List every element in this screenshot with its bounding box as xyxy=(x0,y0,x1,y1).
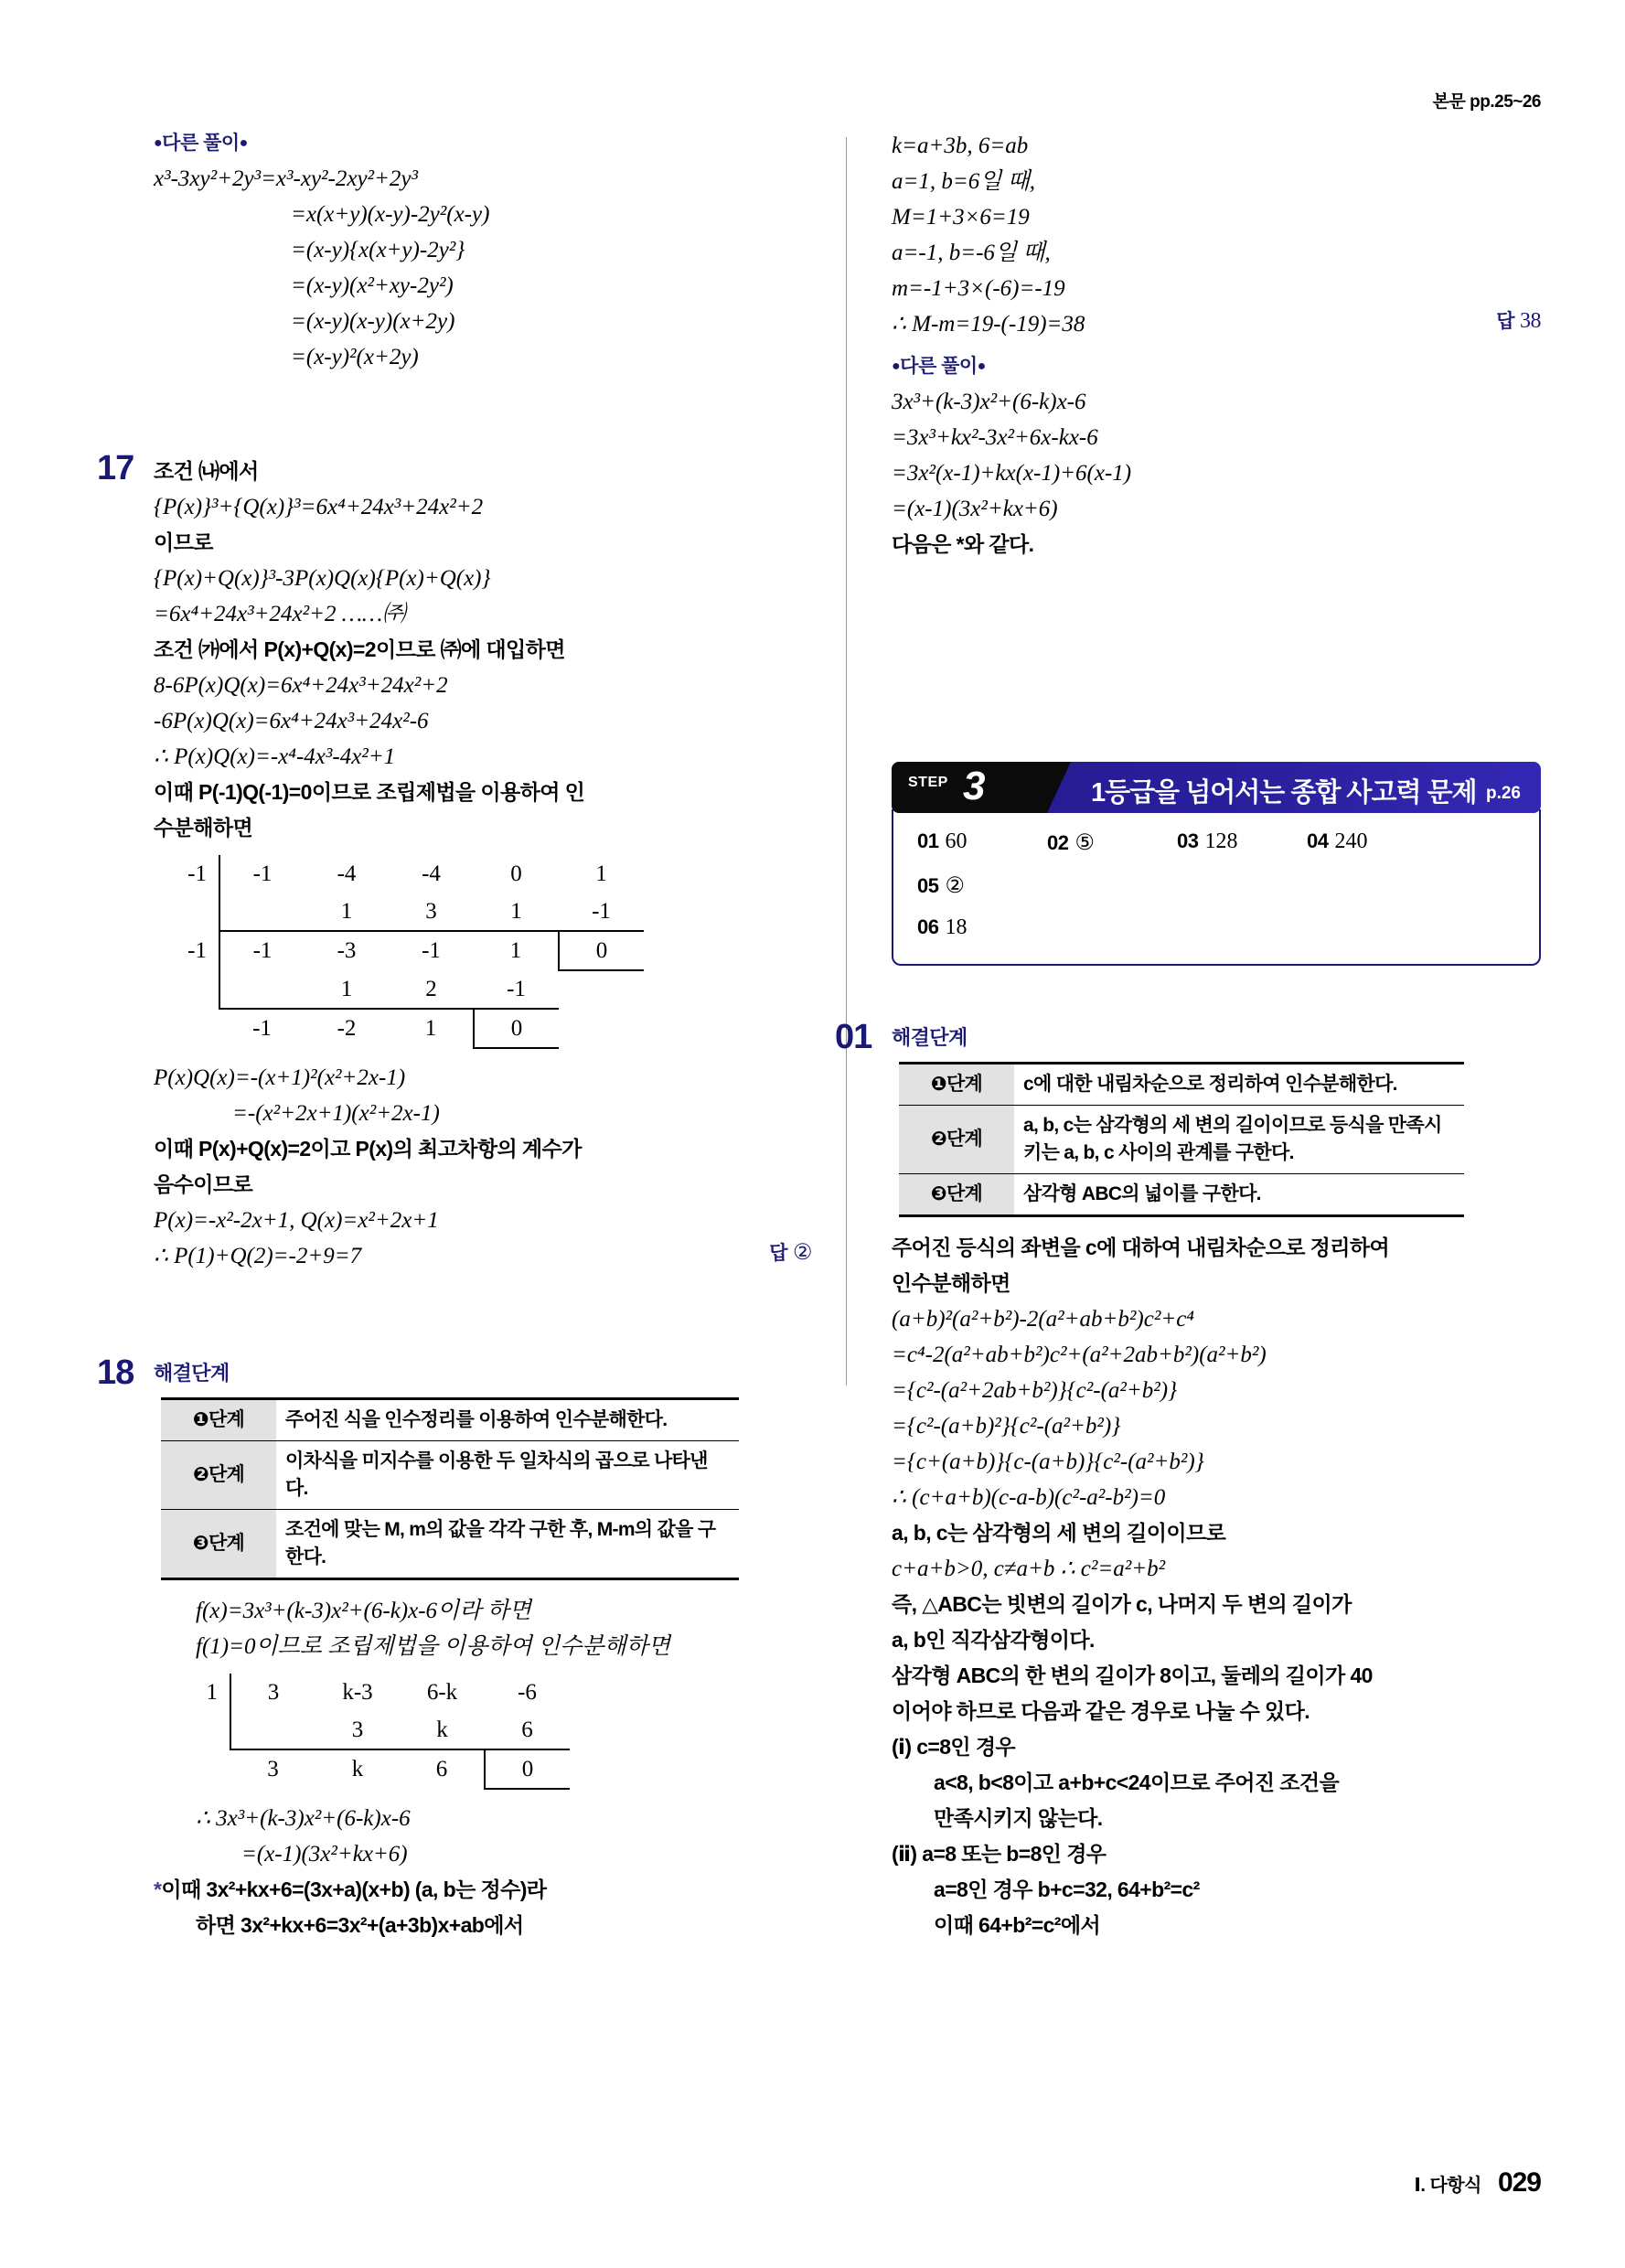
solution-line: 음수이므로 xyxy=(154,1172,253,1196)
column-divider xyxy=(846,137,847,1385)
math-line: =-(x²+2x+1)(x²+2x-1) xyxy=(232,1101,440,1126)
step-label: STEP xyxy=(908,775,948,790)
table-row xyxy=(161,1399,739,1441)
synth-cell: k xyxy=(315,1749,400,1789)
solution-line: a, b, c는 삼각형의 세 변의 길이이므로 xyxy=(892,1521,1226,1545)
synth-divisor: 1 xyxy=(206,1679,218,1705)
solution-line: 즉, △ABC는 빗변의 길이가 c, 나머지 두 변의 길이가 xyxy=(892,1592,1352,1616)
math-line: =(x-y)(x²+xy-2y²) xyxy=(291,273,454,298)
synth-cell: -1 xyxy=(507,976,526,1001)
bullet-icon: ● xyxy=(892,358,901,374)
problem-body xyxy=(154,454,812,1274)
solution-line: a=8인 경우 b+c=32, 64+b²=c² xyxy=(934,1878,1200,1901)
answer-entry: 01 60 xyxy=(917,829,968,853)
math-line: ∴ (c+a+b)(c-a-b)(c²-a²-b²)=0 xyxy=(892,1485,1166,1510)
synth-blank xyxy=(154,893,219,931)
synth-row xyxy=(154,970,644,1009)
answer-entry: 03 128 xyxy=(1177,829,1238,853)
synth-remainder: 0 xyxy=(559,931,644,970)
math-line: ∴ M-m=19-(-19)=38 xyxy=(892,312,1085,337)
synth-cell: 3 xyxy=(351,1717,364,1742)
synth-cell: 3 xyxy=(230,1749,315,1789)
step-key: ❷단계 xyxy=(161,1441,276,1510)
synth-cell: -6 xyxy=(518,1679,537,1705)
math-line: =(x-1)(3x²+kx+6) xyxy=(241,1842,408,1867)
math-line: ={c+(a+b)}{c-(a+b)}{c²-(a²+b²)} xyxy=(892,1450,1204,1474)
step-key: ❷단계 xyxy=(899,1106,1014,1174)
step-key: ❶단계 xyxy=(899,1064,1014,1106)
math-line: x³-3xy²+2y³=x³-xy²-2xy²+2y³ xyxy=(154,166,419,191)
problem-18-continued xyxy=(892,128,1541,342)
step-key: ❸단계 xyxy=(899,1174,1014,1216)
right-column xyxy=(835,128,1541,1943)
solution-line: *이때 3x²+kx+6=(3x+a)(x+b) (a, b는 정수)라 xyxy=(154,1878,547,1901)
synth-row xyxy=(165,1711,570,1749)
step-title: 1등급을 넘어서는 종합 사고력 문제 xyxy=(1091,778,1477,808)
solution-line: 다음은 *와 같다. xyxy=(892,532,1034,556)
solution-line: a, b인 직각삼각형이다. xyxy=(892,1628,1095,1652)
answer-summary-box xyxy=(892,809,1541,966)
alt-solution-block-right xyxy=(892,351,1541,562)
math-line: {P(x)}³+{Q(x)}³=6x⁴+24x³+24x²+2 xyxy=(154,495,484,519)
math-line: P(x)=-x²-2x+1, Q(x)=x²+2x+1 xyxy=(154,1208,439,1233)
step-value: a, b, c는 삼각형의 세 변의 길이이므로 등식을 만족시키는 a, b, c 사이의 관계를 구한다. xyxy=(1014,1106,1464,1174)
running-head: 본문 pp.25~26 xyxy=(1432,92,1541,112)
math-line: =(x-y)²(x+2y) xyxy=(291,345,419,369)
math-line: {P(x)+Q(x)}³-3P(x)Q(x){P(x)+Q(x)} xyxy=(154,566,491,591)
solution-line: (ⅱ) a=8 또는 b=8인 경우 xyxy=(892,1842,1106,1866)
step-value: 조건에 맞는 M, m의 값을 각각 구한 후, M-m의 값을 구한다. xyxy=(276,1510,739,1579)
synth-cell: -3 xyxy=(305,931,389,970)
problem-number: 17 xyxy=(97,449,134,487)
synth-cell xyxy=(230,1711,315,1749)
answer-entry: 05 ② xyxy=(917,874,965,898)
answer-entry: 04 240 xyxy=(1307,829,1368,853)
table-row xyxy=(899,1064,1464,1106)
synth-cell: 3 xyxy=(425,898,437,924)
math-line: ∴ P(x)Q(x)=-x⁴-4x³-4x²+1 xyxy=(154,744,396,769)
step-page-ref: p.26 xyxy=(1485,784,1521,803)
math-line: =(x-y)(x-y)(x+2y) xyxy=(291,309,455,334)
math-line: f(x)=3x³+(k-3)x²+(6-k)x-6이라 하면 xyxy=(196,1599,531,1623)
synth-cell: -2 xyxy=(305,1009,389,1048)
star-icon: * xyxy=(154,1878,162,1901)
problem-body xyxy=(892,1022,1541,1943)
math-line: =3x²(x-1)+kx(x-1)+6(x-1) xyxy=(892,461,1132,486)
problem-number: 18 xyxy=(97,1353,134,1392)
math-line: ={c²-(a+b)²}{c²-(a²+b²)} xyxy=(892,1414,1121,1439)
bullet-icon: ● xyxy=(977,358,986,374)
answer-entry: 02 ⑤ xyxy=(1047,831,1095,855)
solution-line: 조건 ㈏에서 xyxy=(154,459,259,483)
problem-number: 01 xyxy=(835,1018,872,1056)
solution-line: 인수분해하면 xyxy=(892,1271,1010,1295)
page-number: 029 xyxy=(1497,2167,1541,2198)
synth-remainder: 0 xyxy=(485,1749,570,1789)
math-line: a=-1, b=-6일 때, xyxy=(892,241,1051,265)
step3-section xyxy=(892,762,1541,966)
left-column xyxy=(97,128,812,1943)
math-line: (a+b)²(a²+b²)-2(a²+ab+b²)c²+c⁴ xyxy=(892,1307,1194,1332)
synthetic-division-table-17 xyxy=(154,855,812,1049)
steps-table-01 xyxy=(899,1062,1464,1217)
problem-17 xyxy=(97,449,812,1274)
synth-row xyxy=(154,1009,644,1048)
synth-cell: 2 xyxy=(425,976,437,1001)
synth-cell: -4 xyxy=(337,861,357,886)
answer-entry: 06 18 xyxy=(917,915,968,939)
solution-line: (ⅰ) c=8인 경우 xyxy=(892,1735,1016,1759)
answer-grid xyxy=(917,829,1515,940)
bullet-icon: ● xyxy=(154,135,163,151)
math-line: M=1+3×6=19 xyxy=(892,205,1030,230)
problem-body xyxy=(154,1358,812,1943)
synth-blank xyxy=(154,970,219,1009)
answer-row xyxy=(892,306,1541,342)
step-key: ❶단계 xyxy=(161,1399,276,1441)
synth-cell: -1 xyxy=(389,931,474,970)
math-line: ∴ P(1)+Q(2)=-2+9=7 xyxy=(154,1244,362,1268)
math-line: =x(x+y)(x-y)-2y²(x-y) xyxy=(291,202,490,227)
table-row xyxy=(899,1174,1464,1216)
math-line: 3x³+(k-3)x²+(6-k)x-6 xyxy=(892,390,1086,414)
math-line: =(x-1)(3x²+kx+6) xyxy=(892,497,1058,521)
synth-row xyxy=(165,1749,570,1789)
step-value: 이차식을 미지수를 이용한 두 일차식의 곱으로 나타낸다. xyxy=(276,1441,739,1510)
alt-solution-label: ●다른 풀이● xyxy=(892,356,986,377)
synth-row xyxy=(154,855,644,893)
solution-line: 이어야 하므로 다음과 같은 경우로 나눌 수 있다. xyxy=(892,1699,1310,1723)
synth-cell: 1 xyxy=(340,976,353,1001)
synth-divisor: -1 xyxy=(187,937,207,963)
bullet-icon: ● xyxy=(239,135,248,151)
synth-cell: -1 xyxy=(219,931,305,970)
synth-blank xyxy=(165,1749,230,1789)
synth-row xyxy=(154,931,644,970)
synth-cell: 6 xyxy=(521,1717,533,1742)
synth-cell xyxy=(559,970,644,1009)
math-line: =c⁴-2(a²+ab+b²)c²+(a²+2ab+b²)(a²+b²) xyxy=(892,1343,1267,1367)
synth-cell: 1 xyxy=(389,1009,474,1048)
step-value: 삼각형 ABC의 넓이를 구한다. xyxy=(1014,1174,1464,1216)
synth-cell: k xyxy=(436,1717,448,1742)
step3-banner[interactable] xyxy=(892,762,1541,813)
synth-cell: 1 xyxy=(474,931,559,970)
steps-table-18 xyxy=(161,1397,739,1580)
answer-row xyxy=(154,1238,812,1274)
solution-line: 주어진 등식의 좌변을 c에 대하여 내림차순으로 정리하여 xyxy=(892,1236,1390,1259)
solution-line: 조건 ㈎에서 P(x)+Q(x)=2이므로 ㈜에 대입하면 xyxy=(154,637,565,661)
table-row xyxy=(161,1441,739,1510)
math-line: m=-1+3×(-6)=-19 xyxy=(892,276,1065,301)
math-line: =6x⁴+24x³+24x²+2 ……㈜ xyxy=(154,602,406,626)
step-key: ❸단계 xyxy=(161,1510,276,1579)
table-row xyxy=(161,1510,739,1579)
math-line: 8-6P(x)Q(x)=6x⁴+24x³+24x²+2 xyxy=(154,673,448,698)
synth-cell: 6-k xyxy=(426,1679,458,1705)
synth-cell: -4 xyxy=(422,861,441,886)
synth-cell: 0 xyxy=(510,861,522,886)
synth-cell xyxy=(559,1009,644,1048)
step-value: 주어진 식을 인수정리를 이용하여 인수분해한다. xyxy=(276,1399,739,1441)
math-line: k=a+3b, 6=ab xyxy=(892,134,1029,158)
solution-line: 만족시키지 않는다. xyxy=(934,1806,1103,1830)
page-footer xyxy=(0,2167,1625,2198)
synth-cell: k-3 xyxy=(342,1679,373,1705)
alt-solution-block-left xyxy=(154,128,812,375)
synthetic-division-table-18 xyxy=(165,1674,812,1790)
chapter-label: Ⅰ. 다항식 xyxy=(1414,2176,1481,2196)
math-line: a=1, b=6일 때, xyxy=(892,169,1036,194)
solution-line: 이때 P(x)+Q(x)=2이고 P(x)의 최고차항의 계수가 xyxy=(154,1137,582,1161)
synth-row xyxy=(154,893,644,931)
synth-cell: 6 xyxy=(400,1749,485,1789)
steps-title: 해결단계 xyxy=(154,1362,230,1385)
math-line: -6P(x)Q(x)=6x⁴+24x³+24x²-6 xyxy=(154,709,429,733)
solution-line: 삼각형 ABC의 한 변의 길이가 8이고, 둘레의 길이가 40 xyxy=(892,1664,1373,1687)
math-line: ∴ 3x³+(k-3)x²+(6-k)x-6 xyxy=(196,1806,411,1831)
solution-line: 이므로 xyxy=(154,530,213,554)
step-number: 3 xyxy=(963,764,986,808)
synth-blank xyxy=(165,1711,230,1749)
math-line: f(1)=0이므로 조립제법을 이용하여 인수분해하면 xyxy=(196,1634,670,1659)
solution-line: 하면 3x²+kx+6=3x²+(a+3b)x+ab에서 xyxy=(196,1913,524,1937)
solution-line: 이때 64+b²=c²에서 xyxy=(934,1913,1101,1937)
problem-01 xyxy=(835,1018,1541,1943)
synth-divisor: -1 xyxy=(187,861,207,886)
synth-blank xyxy=(154,1009,219,1048)
answer-marker: 답 ② xyxy=(769,1241,812,1265)
math-line: P(x)Q(x)=-(x+1)²(x²+2x-1) xyxy=(154,1065,406,1090)
alt-solution-label: ●다른 풀이● xyxy=(154,133,248,154)
solution-line: a<8, b<8이고 a+b+c<24이므로 주어진 조건을 xyxy=(934,1771,1340,1794)
solution-line: 수분해하면 xyxy=(154,816,253,840)
answer-marker: 답 38 xyxy=(1496,309,1541,333)
synth-remainder: 0 xyxy=(474,1009,559,1048)
synth-cell xyxy=(219,893,305,931)
synth-cell: -1 xyxy=(219,1009,305,1048)
math-line: ={c²-(a²+2ab+b²)}{c²-(a²+b²)} xyxy=(892,1378,1178,1403)
math-line: c+a+b>0, c≠a+b ∴ c²=a²+b² xyxy=(892,1557,1166,1581)
math-line: =(x-y){x(x+y)-2y²} xyxy=(291,238,465,262)
synth-cell: -1 xyxy=(219,855,305,893)
synth-cell: -1 xyxy=(592,898,611,924)
synth-cell: 1 xyxy=(340,898,353,924)
synth-cell: 1 xyxy=(510,898,522,924)
math-line: =3x³+kx²-3x²+6x-kx-6 xyxy=(892,425,1098,450)
step-tab xyxy=(892,762,1047,813)
problem-18 xyxy=(97,1353,812,1943)
steps-title: 해결단계 xyxy=(892,1026,968,1049)
synth-row xyxy=(165,1674,570,1711)
synth-cell: 1 xyxy=(595,861,607,886)
synth-cell xyxy=(219,970,305,1009)
solution-line: 이때 P(-1)Q(-1)=0이므로 조립제법을 이용하여 인 xyxy=(154,780,585,804)
step-value: c에 대한 내림차순으로 정리하여 인수분해한다. xyxy=(1014,1064,1464,1106)
synth-cell: 3 xyxy=(230,1674,315,1711)
table-row xyxy=(899,1106,1464,1174)
